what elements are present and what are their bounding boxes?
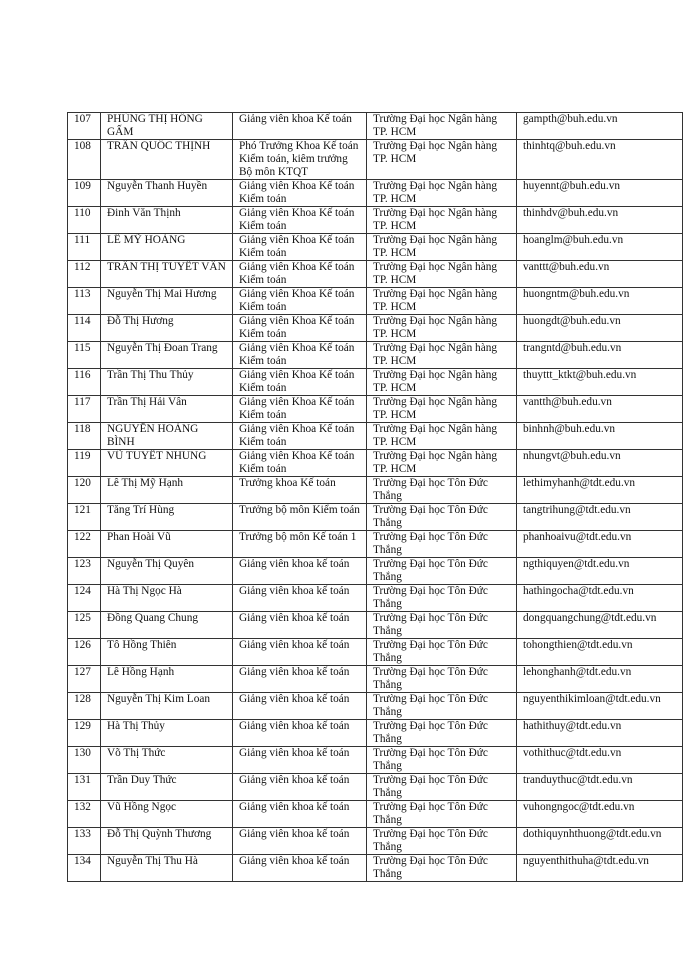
- organization: Trường Đại học Tôn Đức Thắng: [367, 477, 517, 504]
- person-name: Trần Thị Thu Thủy: [101, 369, 233, 396]
- row-number: 113: [68, 288, 101, 315]
- organization: Trường Đại học Tôn Đức Thắng: [367, 585, 517, 612]
- row-number: 128: [68, 693, 101, 720]
- organization: Trường Đại học Ngân hàng TP. HCM: [367, 288, 517, 315]
- person-name: PHÙNG THỊ HỒNG GẤM: [101, 113, 233, 140]
- organization: Trường Đại học Tôn Đức Thắng: [367, 504, 517, 531]
- person-position: Trưởng bộ môn Kế toán 1: [233, 531, 367, 558]
- table-row: [68, 720, 683, 747]
- email-address: trangntd@buh.edu.vn: [517, 342, 683, 369]
- table-row: [68, 450, 683, 477]
- organization: Trường Đại học Tôn Đức Thắng: [367, 693, 517, 720]
- organization: Trường Đại học Ngân hàng TP. HCM: [367, 342, 517, 369]
- row-number: 116: [68, 369, 101, 396]
- organization: Trường Đại học Ngân hàng TP. HCM: [367, 261, 517, 288]
- email-address: vanttt@buh.edu.vn: [517, 261, 683, 288]
- organization: Trường Đại học Ngân hàng TP. HCM: [367, 450, 517, 477]
- person-position: Giảng viên khoa kế toán: [233, 666, 367, 693]
- table-row: [68, 828, 683, 855]
- organization: Trường Đại học Ngân hàng TP. HCM: [367, 234, 517, 261]
- contacts-table-body: [68, 113, 683, 882]
- row-number: 115: [68, 342, 101, 369]
- row-number: 124: [68, 585, 101, 612]
- person-name: Đỗ Thị Quỳnh Thương: [101, 828, 233, 855]
- organization: Trường Đại học Tôn Đức Thắng: [367, 558, 517, 585]
- row-number: 127: [68, 666, 101, 693]
- table-row: [68, 140, 683, 180]
- organization: Trường Đại học Tôn Đức Thắng: [367, 747, 517, 774]
- person-name: Đỗ Thị Hương: [101, 315, 233, 342]
- organization: Trường Đại học Tôn Đức Thắng: [367, 639, 517, 666]
- person-position: Giảng viên khoa kế toán: [233, 855, 367, 882]
- email-address: thinhdv@buh.edu.vn: [517, 207, 683, 234]
- person-name: Hà Thị Thủy: [101, 720, 233, 747]
- person-position: Giảng viên khoa kế toán: [233, 828, 367, 855]
- email-address: hathithuy@tdt.edu.vn: [517, 720, 683, 747]
- email-address: vuhongngoc@tdt.edu.vn: [517, 801, 683, 828]
- table-row: [68, 423, 683, 450]
- organization: Trường Đại học Tôn Đức Thắng: [367, 720, 517, 747]
- email-address: nhungvt@buh.edu.vn: [517, 450, 683, 477]
- row-number: 111: [68, 234, 101, 261]
- email-address: tranduythuc@tdt.edu.vn: [517, 774, 683, 801]
- table-row: [68, 207, 683, 234]
- person-position: Giảng viên khoa kế toán: [233, 693, 367, 720]
- email-address: tohongthien@tdt.edu.vn: [517, 639, 683, 666]
- person-position: Giảng viên Khoa Kế toán Kiểm toán: [233, 180, 367, 207]
- table-row: [68, 504, 683, 531]
- table-row: [68, 801, 683, 828]
- organization: Trường Đại học Ngân hàng TP. HCM: [367, 369, 517, 396]
- email-address: huyennt@buh.edu.vn: [517, 180, 683, 207]
- table-row: [68, 666, 683, 693]
- table-row: [68, 180, 683, 207]
- person-name: Trần Duy Thức: [101, 774, 233, 801]
- organization: Trường Đại học Ngân hàng TP. HCM: [367, 423, 517, 450]
- row-number: 126: [68, 639, 101, 666]
- email-address: huongdt@buh.edu.vn: [517, 315, 683, 342]
- row-number: 114: [68, 315, 101, 342]
- person-position: Giảng viên Khoa Kế toán Kiểm toán: [233, 369, 367, 396]
- person-position: Giảng viên Khoa Kế toán Kiểm toán: [233, 288, 367, 315]
- row-number: 131: [68, 774, 101, 801]
- row-number: 129: [68, 720, 101, 747]
- person-position: Giảng viên Khoa Kế toán Kiểm toán: [233, 207, 367, 234]
- table-row: [68, 558, 683, 585]
- row-number: 118: [68, 423, 101, 450]
- person-position: Giảng viên khoa kế toán: [233, 612, 367, 639]
- organization: Trường Đại học Tôn Đức Thắng: [367, 801, 517, 828]
- person-name: Nguyễn Thị Quyên: [101, 558, 233, 585]
- person-position: Giảng viên khoa kế toán: [233, 801, 367, 828]
- table-row: [68, 396, 683, 423]
- email-address: thinhtq@buh.edu.vn: [517, 140, 683, 180]
- person-position: Giảng viên Khoa Kế toán Kiểm toán: [233, 234, 367, 261]
- email-address: ngthiquyen@tdt.edu.vn: [517, 558, 683, 585]
- email-address: vothithuc@tdt.edu.vn: [517, 747, 683, 774]
- email-address: lehonghanh@tdt.edu.vn: [517, 666, 683, 693]
- organization: Trường Đại học Ngân hàng TP. HCM: [367, 140, 517, 180]
- table-row: [68, 315, 683, 342]
- table-row: [68, 369, 683, 396]
- person-position: Giảng viên Khoa Kế toán Kiểm toán: [233, 342, 367, 369]
- email-address: thuyttt_ktkt@buh.edu.vn: [517, 369, 683, 396]
- row-number: 117: [68, 396, 101, 423]
- person-name: Tăng Trí Hùng: [101, 504, 233, 531]
- table-row: [68, 855, 683, 882]
- person-name: Nguyễn Thanh Huyền: [101, 180, 233, 207]
- person-name: Nguyễn Thị Mai Hương: [101, 288, 233, 315]
- person-position: Giảng viên khoa kế toán: [233, 720, 367, 747]
- organization: Trường Đại học Tôn Đức Thắng: [367, 774, 517, 801]
- person-name: Nguyễn Thị Thu Hà: [101, 855, 233, 882]
- email-address: tangtrihung@tdt.edu.vn: [517, 504, 683, 531]
- email-address: dothiquynhthuong@tdt.edu.vn: [517, 828, 683, 855]
- email-address: vantth@buh.edu.vn: [517, 396, 683, 423]
- person-position: Giảng viên khoa kế toán: [233, 747, 367, 774]
- table-row: [68, 693, 683, 720]
- person-name: TRẦN QUỐC THỊNH: [101, 140, 233, 180]
- person-position: Phó Trưởng Khoa Kế toán Kiểm toán, kiêm trưởng Bộ môn KTQT: [233, 140, 367, 180]
- row-number: 110: [68, 207, 101, 234]
- table-row: [68, 342, 683, 369]
- person-name: Vũ Hồng Ngọc: [101, 801, 233, 828]
- person-position: Giảng viên khoa Kế toán: [233, 113, 367, 140]
- organization: Trường Đại học Ngân hàng TP. HCM: [367, 113, 517, 140]
- person-name: Lê Hồng Hạnh: [101, 666, 233, 693]
- row-number: 133: [68, 828, 101, 855]
- person-position: Giảng viên Khoa Kế toán Kiểm toán: [233, 423, 367, 450]
- person-position: Trưởng khoa Kế toán: [233, 477, 367, 504]
- person-name: NGUYỄN HOÀNG BÌNH: [101, 423, 233, 450]
- person-position: Giảng viên Khoa Kế toán Kiểm toán: [233, 315, 367, 342]
- email-address: nguyenthithuha@tdt.edu.vn: [517, 855, 683, 882]
- table-row: [68, 234, 683, 261]
- row-number: 130: [68, 747, 101, 774]
- email-address: hoanglm@buh.edu.vn: [517, 234, 683, 261]
- person-name: VŨ TUYẾT NHUNG: [101, 450, 233, 477]
- row-number: 134: [68, 855, 101, 882]
- row-number: 122: [68, 531, 101, 558]
- table-row: [68, 585, 683, 612]
- row-number: 125: [68, 612, 101, 639]
- organization: Trường Đại học Tôn Đức Thắng: [367, 828, 517, 855]
- row-number: 112: [68, 261, 101, 288]
- row-number: 120: [68, 477, 101, 504]
- person-name: Trần Thị Hải Vân: [101, 396, 233, 423]
- table-row: [68, 113, 683, 140]
- person-name: LÊ MỸ HOÀNG: [101, 234, 233, 261]
- person-position: Giảng viên khoa kế toán: [233, 774, 367, 801]
- organization: Trường Đại học Ngân hàng TP. HCM: [367, 396, 517, 423]
- organization: Trường Đại học Ngân hàng TP. HCM: [367, 315, 517, 342]
- email-address: gampth@buh.edu.vn: [517, 113, 683, 140]
- person-name: Đồng Quang Chung: [101, 612, 233, 639]
- organization: Trường Đại học Tôn Đức Thắng: [367, 855, 517, 882]
- organization: Trường Đại học Tôn Đức Thắng: [367, 531, 517, 558]
- organization: Trường Đại học Ngân hàng TP. HCM: [367, 207, 517, 234]
- row-number: 109: [68, 180, 101, 207]
- row-number: 123: [68, 558, 101, 585]
- row-number: 108: [68, 140, 101, 180]
- person-name: TRẦN THỊ TUYẾT VÂN: [101, 261, 233, 288]
- person-name: Võ Thị Thức: [101, 747, 233, 774]
- email-address: hathingocha@tdt.edu.vn: [517, 585, 683, 612]
- organization: Trường Đại học Ngân hàng TP. HCM: [367, 180, 517, 207]
- email-address: huongntm@buh.edu.vn: [517, 288, 683, 315]
- person-name: Hà Thị Ngọc Hà: [101, 585, 233, 612]
- person-position: Giảng viên Khoa Kế toán Kiểm toán: [233, 450, 367, 477]
- organization: Trường Đại học Tôn Đức Thắng: [367, 666, 517, 693]
- table-row: [68, 477, 683, 504]
- person-name: Phan Hoài Vũ: [101, 531, 233, 558]
- table-row: [68, 288, 683, 315]
- person-name: Nguyễn Thị Kim Loan: [101, 693, 233, 720]
- person-name: Đinh Văn Thịnh: [101, 207, 233, 234]
- contacts-table: [67, 112, 683, 882]
- table-row: [68, 261, 683, 288]
- person-name: Nguyễn Thị Đoan Trang: [101, 342, 233, 369]
- table-row: [68, 774, 683, 801]
- table-row: [68, 747, 683, 774]
- person-name: Tô Hồng Thiên: [101, 639, 233, 666]
- email-address: dongquangchung@tdt.edu.vn: [517, 612, 683, 639]
- person-position: Trưởng bộ môn Kiểm toán: [233, 504, 367, 531]
- email-address: nguyenthikimloan@tdt.edu.vn: [517, 693, 683, 720]
- row-number: 132: [68, 801, 101, 828]
- organization: Trường Đại học Tôn Đức Thắng: [367, 612, 517, 639]
- table-row: [68, 639, 683, 666]
- email-address: lethimyhanh@tdt.edu.vn: [517, 477, 683, 504]
- table-row: [68, 531, 683, 558]
- person-position: Giảng viên khoa kế toán: [233, 558, 367, 585]
- row-number: 107: [68, 113, 101, 140]
- row-number: 121: [68, 504, 101, 531]
- person-position: Giảng viên khoa kế toán: [233, 639, 367, 666]
- email-address: binhnh@buh.edu.vn: [517, 423, 683, 450]
- table-row: [68, 612, 683, 639]
- person-position: Giảng viên Khoa Kế toán Kiểm toán: [233, 396, 367, 423]
- email-address: phanhoaivu@tdt.edu.vn: [517, 531, 683, 558]
- row-number: 119: [68, 450, 101, 477]
- person-position: Giảng viên khoa kế toán: [233, 585, 367, 612]
- person-position: Giảng viên Khoa Kế toán Kiểm toán: [233, 261, 367, 288]
- person-name: Lê Thị Mỹ Hạnh: [101, 477, 233, 504]
